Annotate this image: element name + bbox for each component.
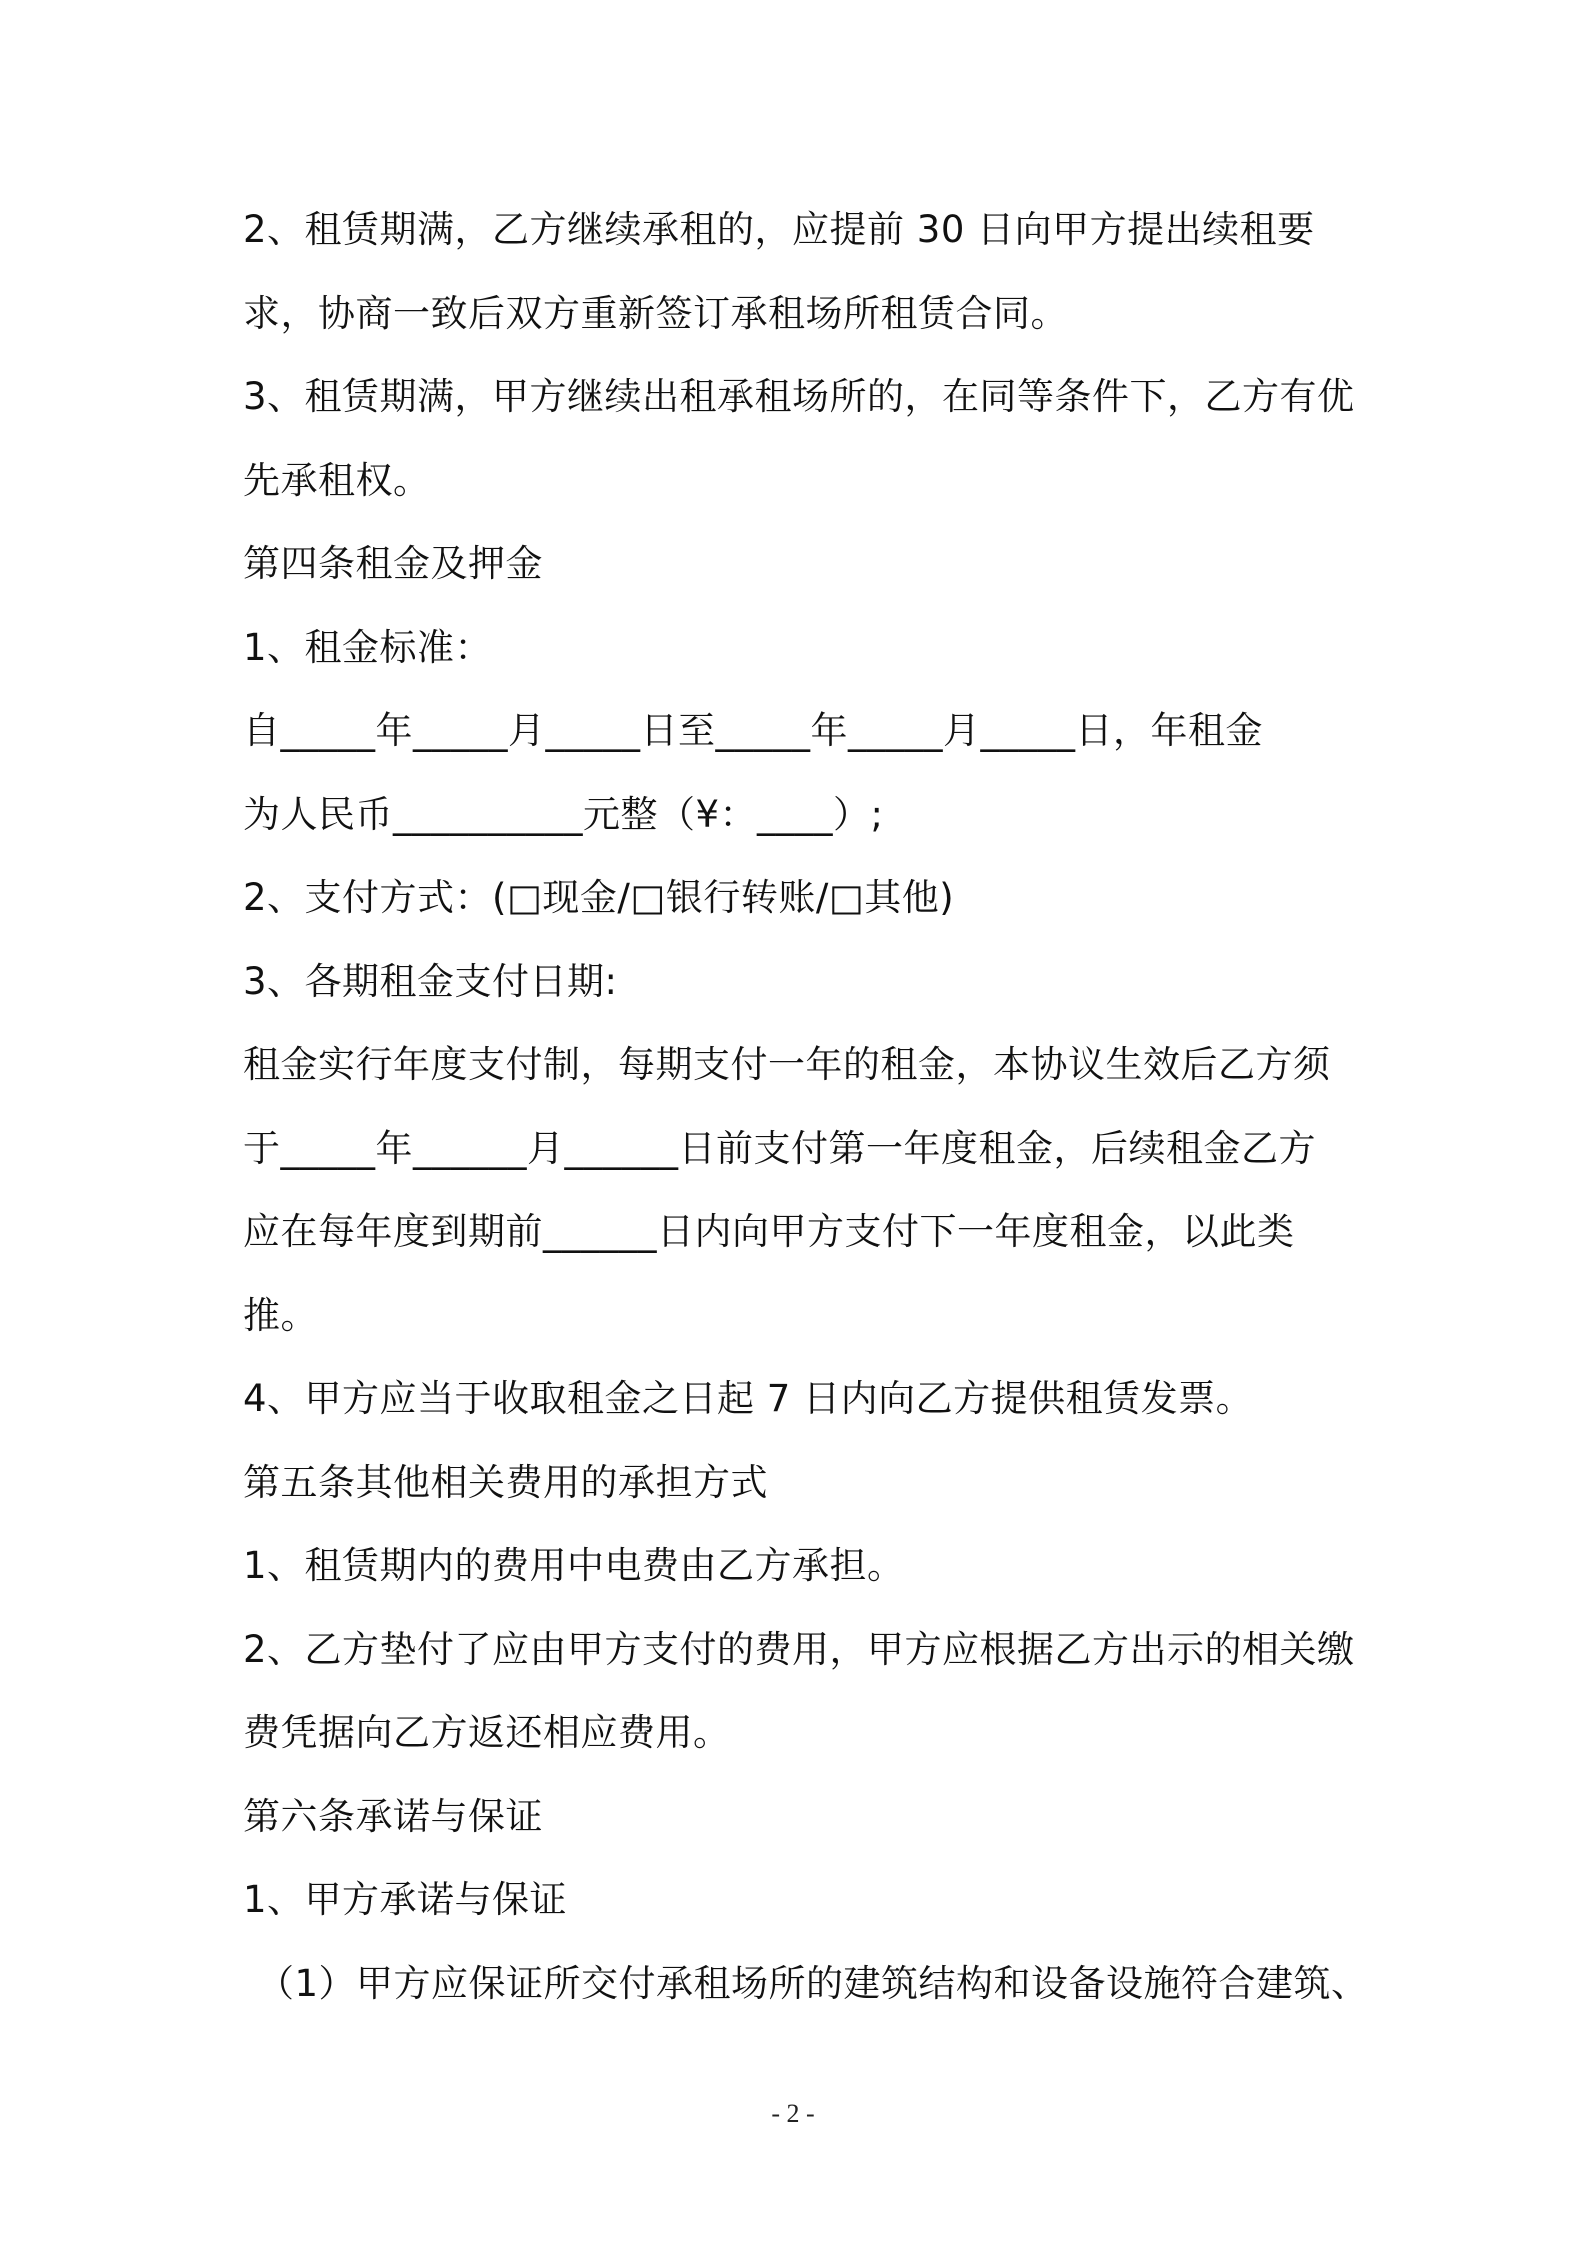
text-line: 2、乙方垫付了应由甲方支付的费用，甲方应根据乙方出示的相关缴	[243, 1628, 1355, 1671]
text-line: 租金实行年度支付制，每期支付一年的租金，本协议生效后乙方须	[243, 1043, 1331, 1086]
text-line: 于_____年______月______日前支付第一年度租金，后续租金乙方	[243, 1127, 1316, 1170]
text-line: 费凭据向乙方返还相应费用。	[243, 1711, 731, 1754]
section-heading: 第四条租金及押金	[243, 542, 543, 585]
section-heading: 第六条承诺与保证	[243, 1795, 543, 1838]
text-line: 1、租赁期内的费用中电费由乙方承担。	[243, 1544, 905, 1587]
section-heading: 第五条其他相关费用的承担方式	[243, 1461, 768, 1504]
text-line: 求，协商一致后双方重新签订承租场所租赁合同。	[243, 292, 1068, 335]
text-line: 为人民币__________元整（¥：____）;	[243, 793, 884, 836]
text-line: 自_____年_____月_____日至_____年_____月_____日，年租金	[243, 709, 1263, 752]
text-line: 应在每年度到期前______日内向甲方支付下一年度租金，以此类	[243, 1210, 1295, 1253]
text-line: 2、租赁期满，乙方继续承租的，应提前 30 日向甲方提出续租要	[243, 208, 1315, 251]
text-line: 1、租金标准：	[243, 626, 493, 669]
text-line: 3、租赁期满，甲方继续出租承租场所的，在同等条件下，乙方有优	[243, 375, 1355, 418]
text-line: 推。	[243, 1294, 318, 1337]
text-line: （1）甲方应保证所交付承租场所的建筑结构和设备设施符合建筑、	[257, 1962, 1369, 2005]
text-line: 先承租权。	[243, 459, 431, 502]
text-line: 1、甲方承诺与保证	[243, 1878, 568, 1921]
text-line: 4、甲方应当于收取租金之日起 7 日内向乙方提供租赁发票。	[243, 1377, 1254, 1420]
text-line: 2、支付方式：(□现金/□银行转账/□其他)	[243, 876, 955, 919]
page-number: - 2 -	[771, 2099, 815, 2128]
text-line: 3、各期租金支付日期:	[243, 960, 618, 1003]
